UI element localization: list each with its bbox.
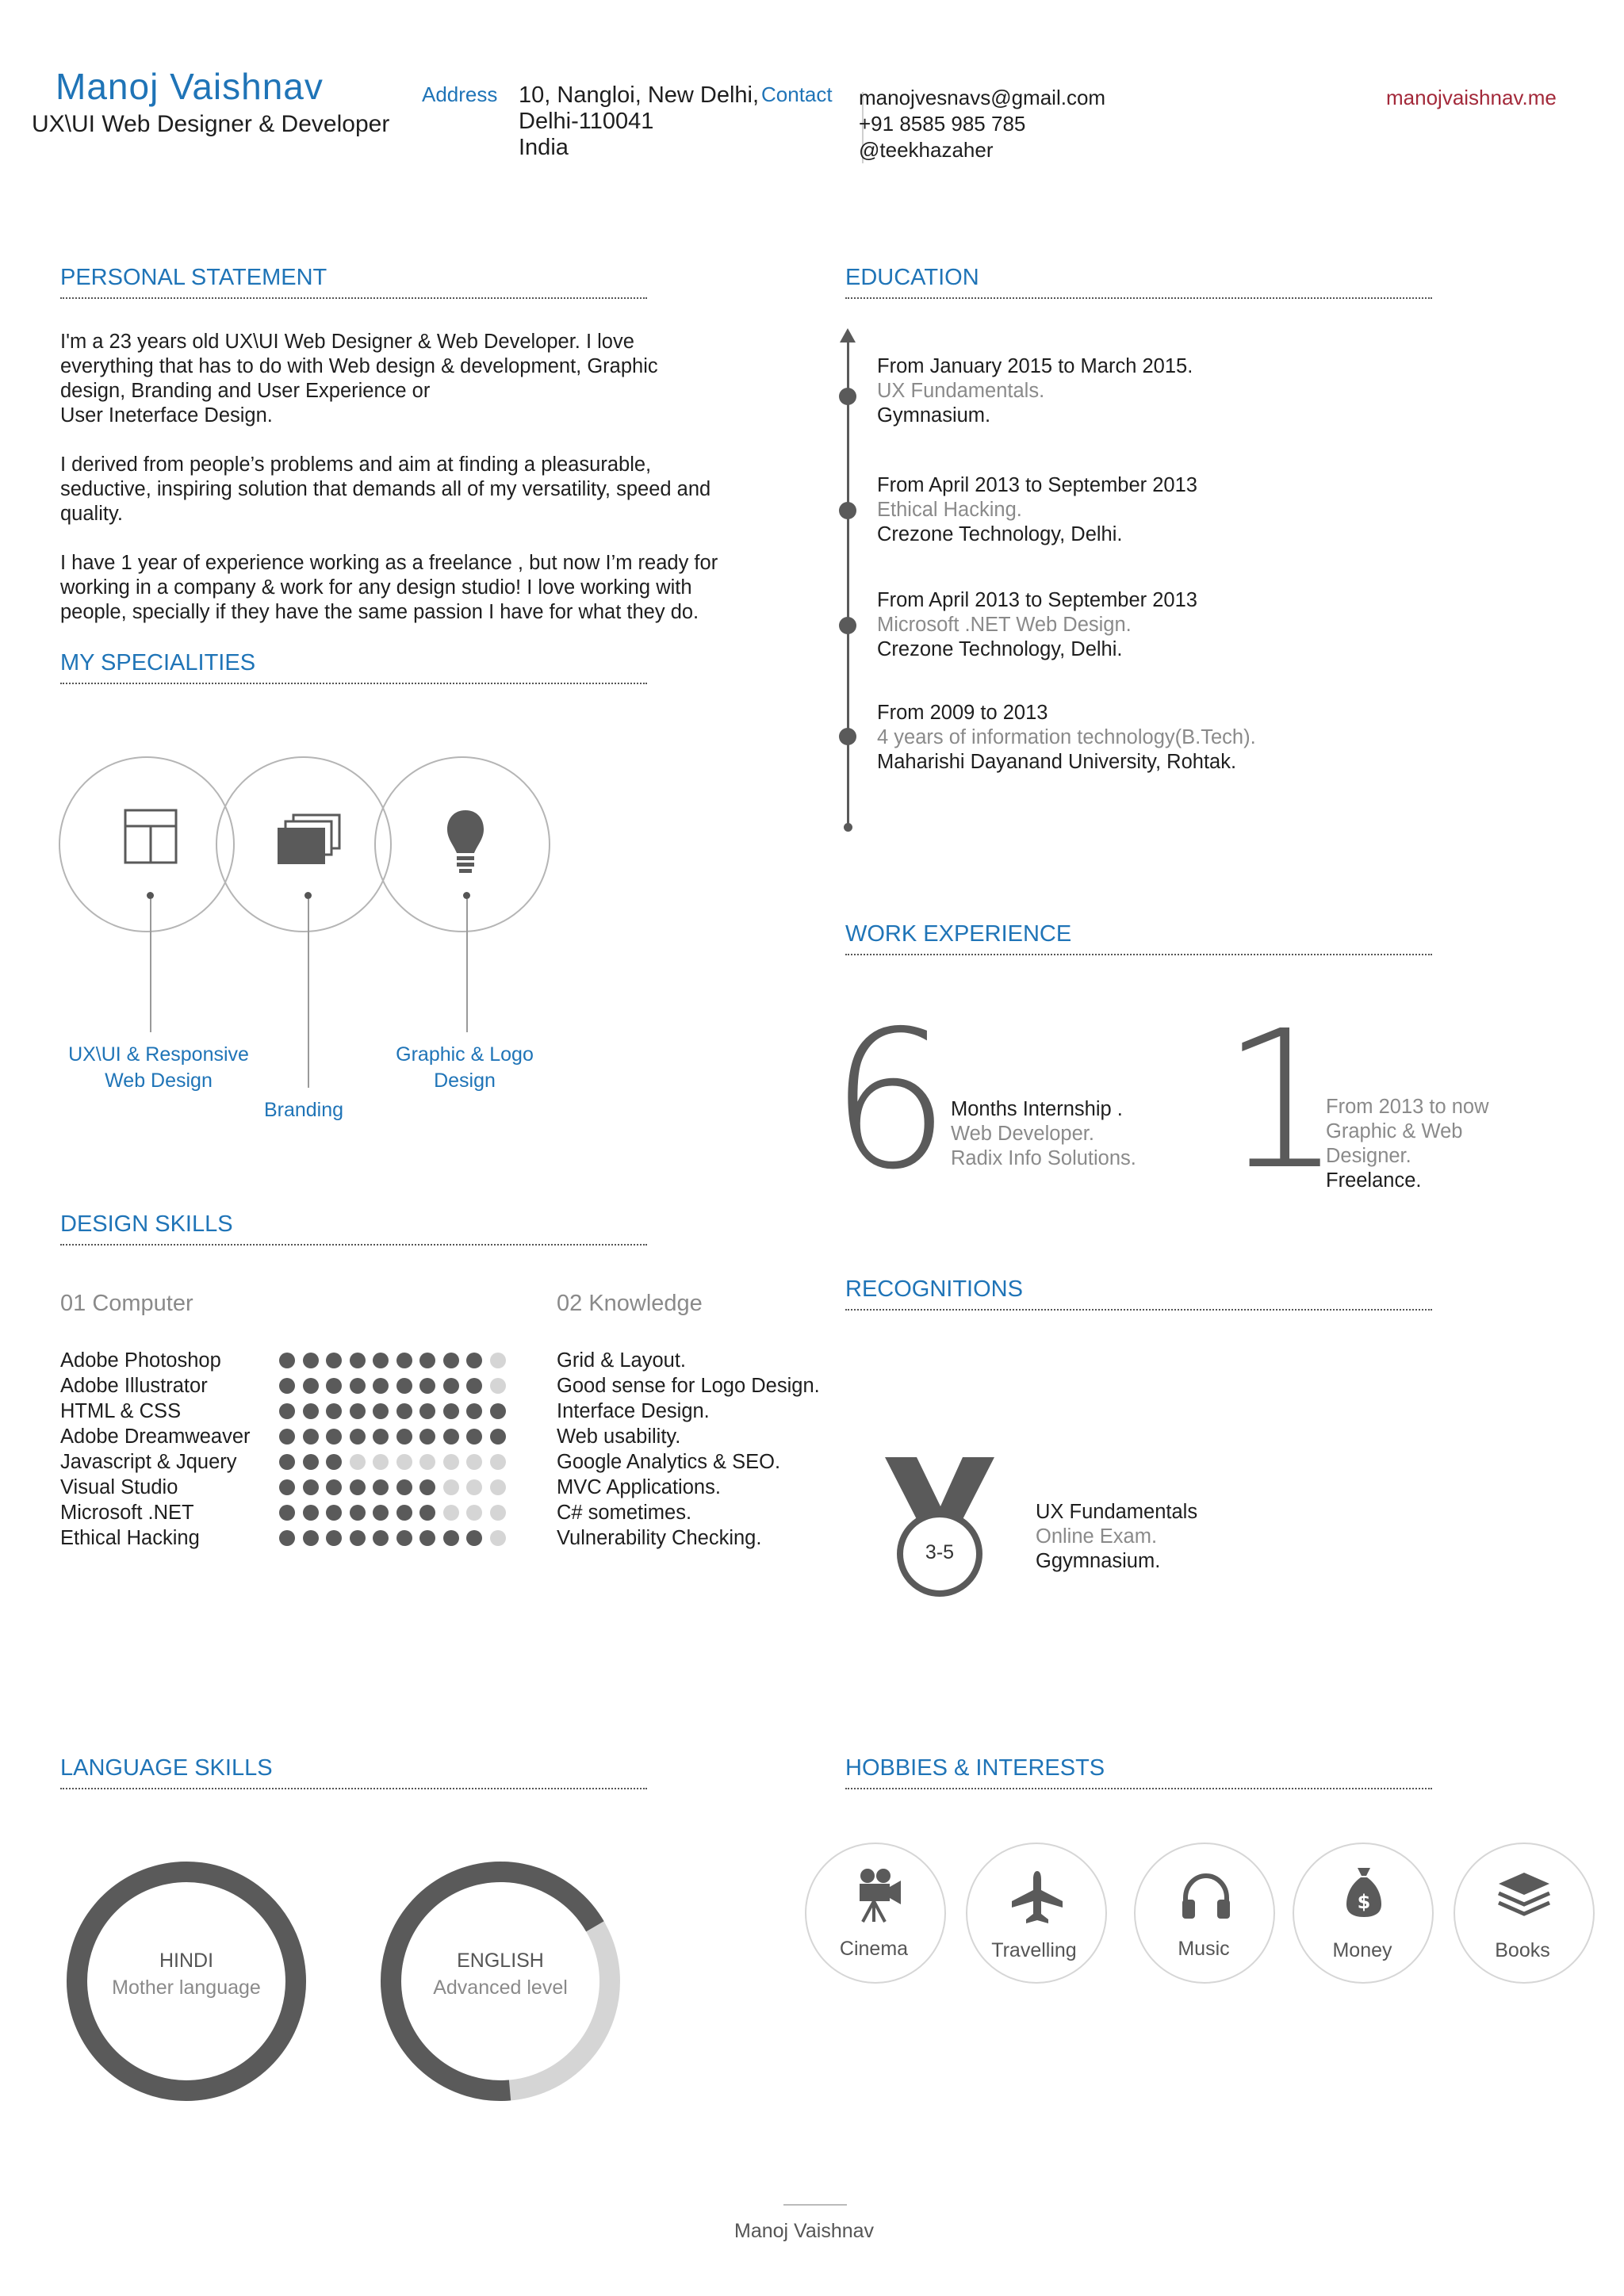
- speciality-label-branding: [224, 1097, 383, 1123]
- work-line: Radix Info Solutions.: [951, 1147, 1136, 1169]
- skill-name: Microsoft .NET: [60, 1502, 194, 1524]
- speciality-connector-dot: [304, 892, 312, 899]
- timeline-dot: [839, 388, 856, 405]
- skill-rating-row: [279, 1500, 506, 1525]
- recognition-subtitle: Online Exam.: [1036, 1525, 1158, 1548]
- education-item: [877, 701, 1256, 775]
- language-english: [379, 1947, 622, 2001]
- rating-dot-filled: [466, 1378, 482, 1394]
- statement-line: design, Branding and User Experience or: [60, 380, 431, 402]
- rating-dot-filled: [419, 1353, 435, 1368]
- statement-line: quality.: [60, 503, 123, 525]
- rating-dot-filled: [303, 1403, 319, 1419]
- rating-dot-filled: [326, 1530, 342, 1546]
- rating-dot-filled: [466, 1530, 482, 1546]
- layers-stack-icon: [276, 813, 343, 869]
- medal-text: 3-5: [925, 1541, 955, 1563]
- rating-dot-empty: [466, 1454, 482, 1470]
- education-period: From January 2015 to March 2015.: [877, 355, 1193, 377]
- education-item: [877, 473, 1197, 547]
- education-period: From April 2013 to September 2013: [877, 589, 1197, 611]
- work-number: 6: [829, 989, 951, 1211]
- statement-line: I derived from people’s problems and aim at finding a pleasurable,: [60, 453, 652, 476]
- speciality-label-line: Graphic & Logo: [396, 1043, 534, 1066]
- statement-line: I have 1 year of experience working as a freelance , but now I’m ready for: [60, 552, 718, 574]
- rating-dot-filled: [443, 1403, 459, 1419]
- skill-name: Javascript & Jquery: [60, 1451, 237, 1473]
- rating-dot-empty: [490, 1454, 506, 1470]
- rating-dot-filled: [419, 1530, 435, 1546]
- rating-dot-filled: [326, 1429, 342, 1445]
- education-item: [877, 354, 1193, 428]
- speciality-connector-dot: [147, 892, 154, 899]
- work-experience-heading: WORK EXPERIENCE: [845, 921, 1432, 955]
- address-line: 10, Nangloi, New Delhi,: [519, 82, 760, 108]
- skill-name: Ethical Hacking: [60, 1527, 200, 1549]
- contact-label: Contact: [761, 82, 833, 106]
- language-skills-heading: LANGUAGE SKILLS: [60, 1755, 647, 1789]
- knowledge-item: Grid & Layout.: [557, 1349, 686, 1372]
- contact-block: [859, 85, 1105, 163]
- rating-dot-filled: [350, 1353, 366, 1368]
- speciality-label-line: Design: [434, 1070, 496, 1092]
- timeline-dot: [839, 502, 856, 519]
- education-place: Crezone Technology, Delhi.: [877, 638, 1123, 660]
- rating-dot-empty: [490, 1479, 506, 1495]
- rating-dot-filled: [326, 1479, 342, 1495]
- language-level: Mother language: [112, 1976, 261, 1999]
- rating-dot-empty: [443, 1479, 459, 1495]
- rating-dot-filled: [396, 1353, 412, 1368]
- speciality-label-graphic: [363, 1042, 566, 1094]
- hobby-label-music: Music: [1178, 1938, 1230, 1960]
- speciality-label-ux: [48, 1042, 270, 1094]
- education-item: [877, 588, 1197, 662]
- books-stack-icon: [1497, 1871, 1551, 1919]
- rating-dot-filled: [303, 1454, 319, 1470]
- footer-divider: [783, 2204, 847, 2206]
- skill-name: Adobe Photoshop: [60, 1349, 221, 1372]
- rating-dot-filled: [443, 1429, 459, 1445]
- rating-dot-filled: [303, 1505, 319, 1521]
- candidate-name: Manoj Vaishnav: [56, 66, 324, 107]
- statement-line: seductive, inspiring solution that demands all of my versatility, speed and: [60, 478, 711, 500]
- work-line: Designer.: [1326, 1145, 1411, 1167]
- hobby-label-travelling: Travelling: [991, 1939, 1077, 1961]
- headphones-icon: [1179, 1871, 1233, 1920]
- education-place: Gymnasium.: [877, 404, 991, 427]
- rating-dot-empty: [490, 1530, 506, 1546]
- rating-dot-filled: [350, 1378, 366, 1394]
- timeline-dot: [839, 617, 856, 634]
- rating-dot-filled: [419, 1378, 435, 1394]
- rating-dot-filled: [373, 1479, 389, 1495]
- rating-dot-empty: [490, 1378, 506, 1394]
- education-place: Maharishi Dayanand University, Rohtak.: [877, 751, 1237, 773]
- knowledge-item: Vulnerability Checking.: [557, 1527, 762, 1549]
- skill-rating-row: [279, 1449, 506, 1475]
- skill-rating-row: [279, 1424, 506, 1449]
- education-course: Microsoft .NET Web Design.: [877, 614, 1132, 636]
- education-course: UX Fundamentals.: [877, 380, 1045, 402]
- rating-dot-filled: [490, 1403, 506, 1419]
- rating-dot-filled: [419, 1429, 435, 1445]
- computer-skills-list: [60, 1348, 251, 1551]
- timeline-end-dot: [844, 823, 852, 832]
- rating-dot-empty: [396, 1454, 412, 1470]
- design-skills-heading: DESIGN SKILLS: [60, 1211, 647, 1246]
- speciality-connector-line: [466, 899, 468, 1032]
- statement-line: people, specially if they have the same passion I have for what they do.: [60, 601, 699, 623]
- language-hindi: [65, 1947, 308, 2001]
- rating-dot-filled: [326, 1505, 342, 1521]
- rating-dot-filled: [419, 1505, 435, 1521]
- rating-dot-filled: [373, 1378, 389, 1394]
- recognition-item: [1036, 1500, 1197, 1574]
- contact-email[interactable]: manojvesnavs@gmail.com: [859, 86, 1106, 109]
- rating-dot-filled: [466, 1353, 482, 1368]
- knowledge-item: Web usability.: [557, 1425, 681, 1448]
- rating-dot-filled: [443, 1530, 459, 1546]
- rating-dot-filled: [373, 1429, 389, 1445]
- language-level: Advanced level: [433, 1976, 568, 1999]
- skill-rating-dots: [279, 1348, 506, 1551]
- speciality-label-line: Branding: [263, 1099, 344, 1121]
- rating-dot-filled: [396, 1530, 412, 1546]
- work-line: Months Internship .: [951, 1098, 1123, 1120]
- rating-dot-filled: [466, 1403, 482, 1419]
- rating-dot-filled: [396, 1378, 412, 1394]
- personal-statement-heading: PERSONAL STATEMENT: [60, 265, 647, 299]
- speciality-connector-line: [308, 899, 309, 1088]
- statement-line: I'm a 23 years old UX\UI Web Designer & Web Developer. I love: [60, 331, 634, 353]
- rating-dot-filled: [279, 1429, 295, 1445]
- work-item-freelance: [1326, 1095, 1489, 1193]
- rating-dot-filled: [326, 1353, 342, 1368]
- timeline-line: [847, 336, 849, 828]
- movie-camera-icon: [855, 1868, 906, 1923]
- rating-dot-filled: [373, 1403, 389, 1419]
- rating-dot-filled: [279, 1378, 295, 1394]
- hobby-label-cinema: Cinema: [839, 1938, 909, 1960]
- work-item-internship: [951, 1097, 1136, 1171]
- rating-dot-filled: [279, 1353, 295, 1368]
- skill-rating-row: [279, 1399, 506, 1424]
- recognition-place: Ggymnasium.: [1036, 1550, 1161, 1572]
- rating-dot-filled: [303, 1378, 319, 1394]
- skill-name: HTML & CSS: [60, 1400, 182, 1422]
- skill-rating-row: [279, 1475, 506, 1500]
- rating-dot-filled: [303, 1479, 319, 1495]
- speciality-label-line: UX\UI & Responsive: [68, 1043, 249, 1066]
- knowledge-list: [557, 1348, 820, 1551]
- skill-rating-row: [279, 1348, 506, 1373]
- skill-name: Adobe Dreamweaver: [60, 1425, 251, 1448]
- recognitions-heading: RECOGNITIONS: [845, 1276, 1432, 1311]
- rating-dot-filled: [326, 1454, 342, 1470]
- address-block: [519, 82, 759, 161]
- candidate-role: UX\UI Web Designer & Developer: [32, 111, 390, 137]
- speciality-connector-dot: [463, 892, 470, 899]
- speciality-label-line: Web Design: [105, 1070, 213, 1092]
- specialities-heading: MY SPECIALITIES: [60, 650, 647, 684]
- statement-line: User Ineterface Design.: [60, 404, 273, 427]
- footer-name: Manoj Vaishnav: [734, 2220, 875, 2242]
- rating-dot-filled: [466, 1429, 482, 1445]
- rating-dot-filled: [350, 1505, 366, 1521]
- computer-skills-heading: 01 Computer: [60, 1291, 193, 1316]
- rating-dot-filled: [396, 1505, 412, 1521]
- rating-dot-filled: [303, 1429, 319, 1445]
- rating-dot-filled: [350, 1403, 366, 1419]
- rating-dot-filled: [396, 1479, 412, 1495]
- airplane-icon: [1010, 1869, 1064, 1925]
- rating-dot-filled: [326, 1378, 342, 1394]
- rating-dot-filled: [303, 1353, 319, 1368]
- education-place: Crezone Technology, Delhi.: [877, 523, 1123, 545]
- rating-dot-filled: [419, 1403, 435, 1419]
- lightbulb-icon: [446, 809, 485, 882]
- layout-icon: [124, 809, 179, 866]
- rating-dot-empty: [350, 1454, 366, 1470]
- address-line: India: [519, 135, 569, 160]
- knowledge-item: MVC Applications.: [557, 1476, 721, 1498]
- rating-dot-filled: [279, 1454, 295, 1470]
- hobby-label-books: Books: [1495, 1939, 1550, 1961]
- work-number: 1: [1221, 989, 1342, 1211]
- speciality-connector-line: [150, 899, 151, 1032]
- rating-dot-empty: [490, 1505, 506, 1521]
- education-course: Ethical Hacking.: [877, 499, 1022, 521]
- rating-dot-filled: [303, 1530, 319, 1546]
- skill-name: Visual Studio: [60, 1476, 178, 1498]
- rating-dot-empty: [443, 1505, 459, 1521]
- rating-dot-filled: [279, 1530, 295, 1546]
- personal-statement-text: [60, 330, 774, 625]
- website-link[interactable]: manojvaishnav.me: [1386, 86, 1557, 109]
- education-course: 4 years of information technology(B.Tech).: [877, 726, 1256, 748]
- work-line: From 2013 to now: [1326, 1096, 1489, 1118]
- work-line: Graphic & Web: [1326, 1120, 1463, 1142]
- rating-dot-filled: [279, 1505, 295, 1521]
- knowledge-item: Google Analytics & SEO.: [557, 1451, 781, 1473]
- language-name: HINDI: [159, 1950, 214, 1972]
- rating-dot-filled: [396, 1429, 412, 1445]
- skill-rating-row: [279, 1373, 506, 1399]
- knowledge-item: Good sense for Logo Design.: [557, 1375, 820, 1397]
- rating-dot-filled: [419, 1479, 435, 1495]
- knowledge-item: Interface Design.: [557, 1400, 710, 1422]
- rating-dot-empty: [466, 1505, 482, 1521]
- rating-dot-filled: [396, 1403, 412, 1419]
- language-name: ENGLISH: [457, 1950, 544, 1972]
- hobbies-heading: HOBBIES & INTERESTS: [845, 1755, 1432, 1789]
- knowledge-item: C# sometimes.: [557, 1502, 692, 1524]
- address-label: Address: [422, 82, 498, 106]
- statement-line: everything that has to do with Web design & development, Graphic: [60, 355, 658, 377]
- rating-dot-filled: [279, 1403, 295, 1419]
- rating-dot-empty: [466, 1479, 482, 1495]
- rating-dot-filled: [373, 1505, 389, 1521]
- money-bag-icon: [1346, 1866, 1381, 1919]
- rating-dot-filled: [350, 1429, 366, 1445]
- rating-dot-empty: [490, 1353, 506, 1368]
- rating-dot-filled: [490, 1429, 506, 1445]
- skill-name: Adobe Illustrator: [60, 1375, 208, 1397]
- rating-dot-filled: [443, 1353, 459, 1368]
- skill-rating-row: [279, 1525, 506, 1551]
- knowledge-heading: 02 Knowledge: [557, 1291, 703, 1316]
- rating-dot-filled: [373, 1530, 389, 1546]
- rating-dot-filled: [279, 1479, 295, 1495]
- rating-dot-filled: [443, 1378, 459, 1394]
- education-period: From April 2013 to September 2013: [877, 474, 1197, 496]
- work-line: Freelance.: [1326, 1169, 1422, 1192]
- rating-dot-filled: [350, 1530, 366, 1546]
- hobby-label-money: Money: [1332, 1939, 1392, 1961]
- education-period: From 2009 to 2013: [877, 702, 1048, 724]
- education-heading: EDUCATION: [845, 265, 1432, 299]
- statement-line: working in a company & work for any design studio! I love working with: [60, 576, 692, 599]
- rating-dot-filled: [373, 1353, 389, 1368]
- rating-dot-empty: [373, 1454, 389, 1470]
- medal-icon: [883, 1456, 996, 1598]
- contact-handle[interactable]: @teekhazaher: [859, 138, 994, 162]
- work-line: Web Developer.: [951, 1123, 1094, 1145]
- address-line: Delhi-110041: [519, 109, 654, 134]
- rating-dot-empty: [419, 1454, 435, 1470]
- rating-dot-filled: [326, 1403, 342, 1419]
- recognition-title: UX Fundamentals: [1036, 1501, 1198, 1523]
- rating-dot-filled: [350, 1479, 366, 1495]
- contact-phone[interactable]: +91 8585 985 785: [859, 112, 1026, 136]
- rating-dot-empty: [443, 1454, 459, 1470]
- svg-text:$: $: [1357, 1891, 1371, 1913]
- timeline-dot: [839, 728, 856, 745]
